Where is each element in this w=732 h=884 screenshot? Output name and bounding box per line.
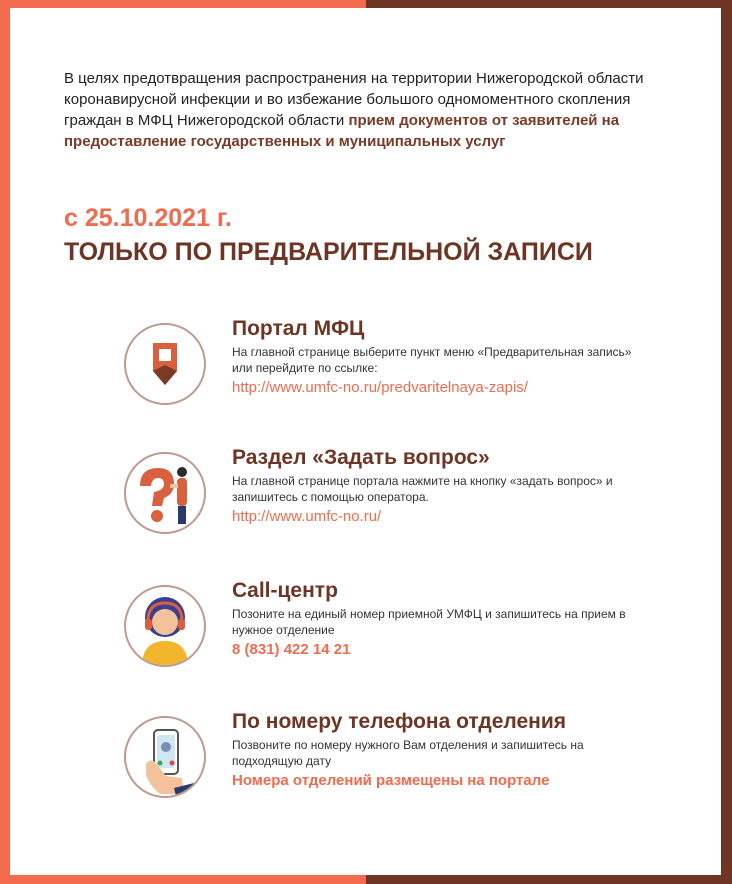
option-branch-phone-circle [124, 716, 206, 798]
start-date: с 25.10.2021 г. [64, 204, 232, 232]
question-mark-icon [126, 454, 204, 532]
phone-call-icon [126, 718, 204, 796]
option-description: Позоните на единый номер приемной УМФЦ и запишитесь на прием в нужное отделение [232, 607, 626, 637]
intro-text: В целях предотвращения распространения на территории Нижегородской области коронавирусной инфекции и во избежание большого одномоментного скопления граждан в МФЦ Нижегородской области [64, 70, 644, 129]
option-portal [124, 317, 644, 419]
option-ask-question [124, 446, 644, 548]
option-title: По номеру телефона отделения [232, 710, 567, 733]
option-title: Портал МФЦ [232, 317, 365, 340]
homepage-link[interactable]: http://www.umfc-no.ru/ [232, 508, 382, 525]
intro-paragraph [64, 68, 684, 152]
info-card [10, 8, 721, 875]
option-call-center [124, 579, 644, 681]
option-call-center-circle [124, 585, 206, 667]
option-description: Позвоните по номеру нужного Вам отделения и запишитесь на подходящую дату [232, 738, 584, 768]
option-title: Call-центр [232, 579, 338, 602]
intro-highlight: прием документов от заявителей на предоставление государственных и муниципальных услуг [64, 112, 620, 150]
option-title: Раздел «Задать вопрос» [232, 446, 490, 469]
branch-numbers-link[interactable]: Номера отделений размещены на портале [232, 772, 550, 789]
option-description: На главной странице выберите пункт меню «Предварительная запись» или перейдите по ссылке: [232, 345, 632, 375]
portal-link[interactable]: http://www.umfc-no.ru/predvaritelnaya-zapis/ [232, 379, 528, 396]
option-portal-circle [124, 323, 206, 405]
option-branch-phone [124, 710, 644, 812]
option-description: На главной странице портала нажмите на кнопку «задать вопрос» и запишитесь с помощью оператора. [232, 474, 613, 504]
appointment-only-heading: ТОЛЬКО ПО ПРЕДВАРИТЕЛЬНОЙ ЗАПИСИ [64, 238, 593, 266]
mfc-logo-icon [126, 325, 204, 403]
option-ask-question-circle [124, 452, 206, 534]
headset-operator-icon [126, 587, 204, 665]
call-center-phone[interactable]: 8 (831) 422 14 21 [232, 641, 351, 658]
